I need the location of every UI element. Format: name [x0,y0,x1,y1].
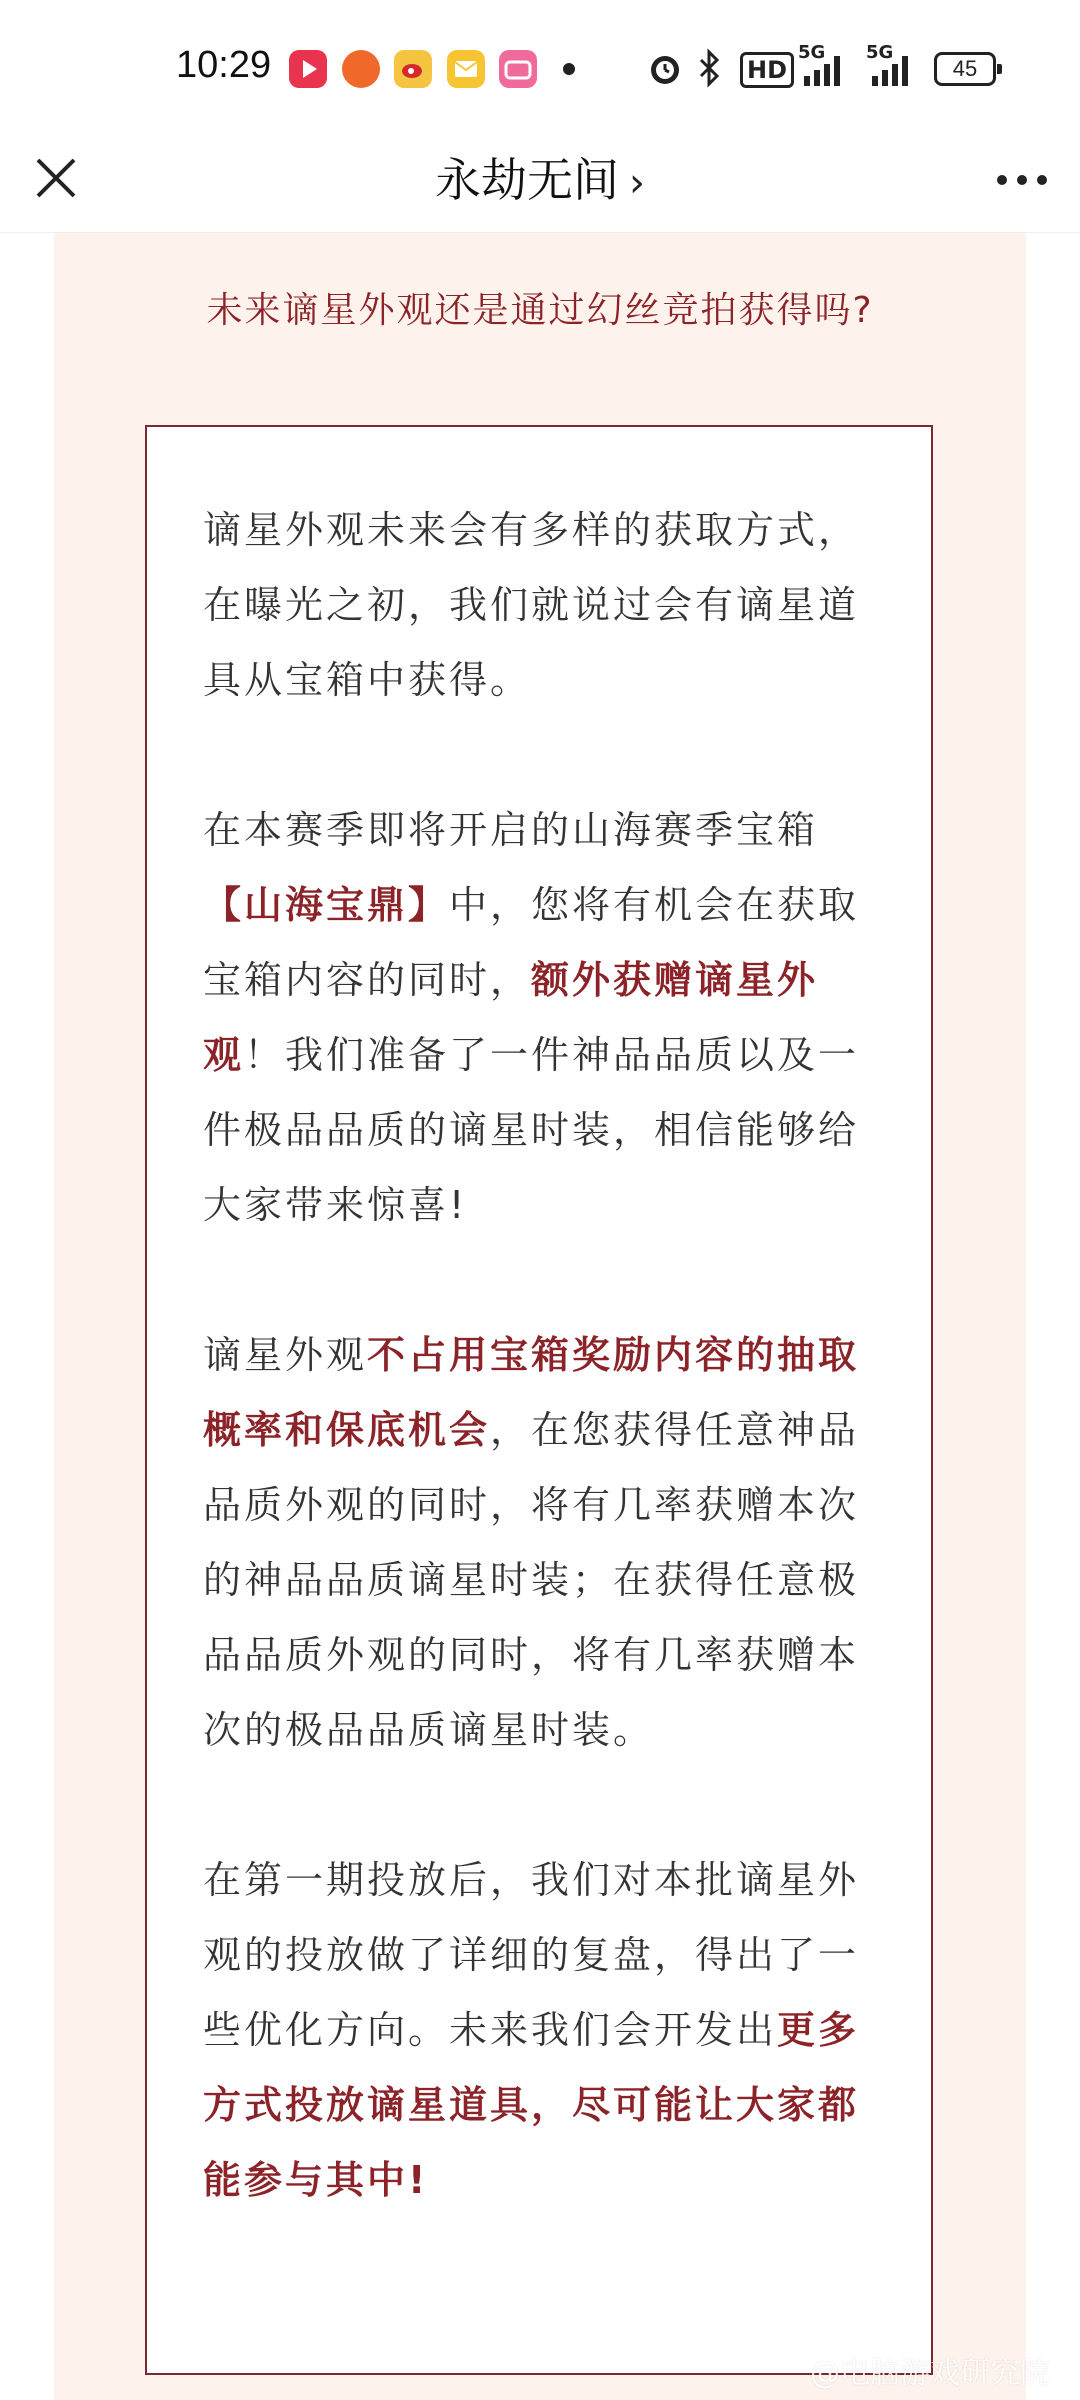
mail-app-icon [447,50,485,88]
article-card [145,425,933,2375]
article-heading: 未来谪星外观还是通过幻丝竞拍获得吗? [206,290,874,331]
paragraph-2-text: 中，您将有机会在获取宝箱内容的同时， [203,883,860,1002]
account-name: 永劫无间 [435,153,619,207]
status-bar [0,0,1080,132]
signal-icon-2 [866,42,916,88]
highlight-future: 更多方式投放谪星道具，尽可能让大家都能参与其中! [203,2008,860,2202]
video-app-icon [289,50,327,88]
paragraph-3-text: ，在您获得任意神品品质外观的同时，将有几率获赠本次的神品品质谪星时装；在获得任意极品品质外观的同时，将有几率获赠本次的极品品质谪星时装。 [203,1408,860,1752]
status-time: 10:29 [176,44,272,86]
more-icon [992,160,1052,200]
more-button[interactable] [992,160,1052,200]
bluetooth-icon [696,48,722,88]
highlight-bonus: 额外获赠谪星外观 [203,958,819,1077]
weibo-icon [394,50,432,88]
nav-bar [0,132,1080,233]
highlight-probability: 不占用宝箱奖励内容的抽取概率和保底机会 [203,1333,860,1452]
paragraph-4-text: 在第一期投放后，我们对本批谪星外观的投放做了详细的复盘，得出了一些优化方向。未来我们会开发出 [203,1858,860,2052]
bilibili-icon [499,50,537,88]
pumpkin-app-icon [342,50,380,88]
article-content [203,493,883,2293]
paragraph-3-text: 谪星外观 [203,1333,368,1377]
paragraph-1: 谪星外观未来会有多样的获取方式，在曝光之初，我们就说过会有谪星道具从宝箱中获得。 [203,508,860,702]
signal-label: 5G [866,42,894,63]
paragraph-2-text: ！我们准备了一件神品品质以及一件极品品质的谪星时装，相信能够给大家带来惊喜! [203,1033,860,1227]
paragraph-4 [203,1843,883,2218]
signal-label: 5G [798,42,826,63]
page-title[interactable] [0,144,1080,210]
alarm-icon [646,48,684,88]
watermark: @电脑游戏研究院 [810,2356,1050,2391]
chevron-right-icon: › [629,160,645,206]
signal-icon [798,42,848,88]
paragraph-2-text: 在本赛季即将开启的山海赛季宝箱 [203,808,819,852]
highlight-chest-name: 【山海宝鼎】 [203,883,450,927]
hd-badge: HD [740,52,794,88]
paragraph-2 [203,793,883,1243]
notification-dot-icon [563,63,575,75]
paragraph-3 [203,1318,883,1768]
battery-indicator: 45 [934,52,996,86]
